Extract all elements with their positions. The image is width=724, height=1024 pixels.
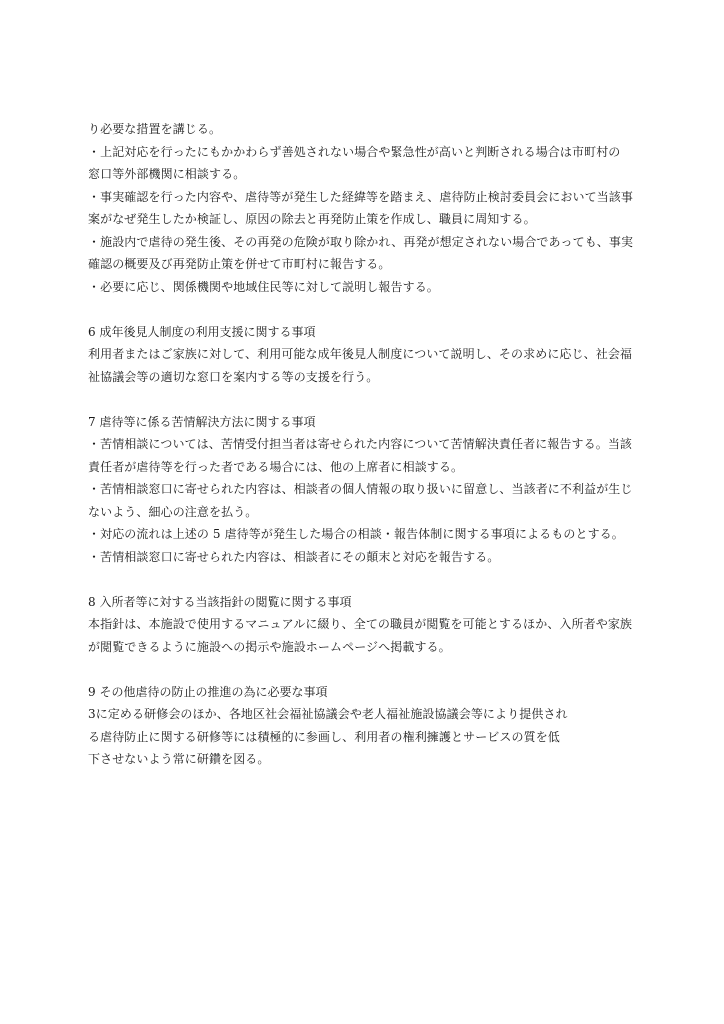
paragraph-line: ・必要に応じ、関係機関や地域住民等に対して説明し報告する。 bbox=[88, 279, 439, 294]
document-page bbox=[88, 118, 670, 771]
paragraph-line: ・上記対応を行ったにもかかわらず善処されない場合や緊急性が高いと判断される場合は市町村の bbox=[88, 144, 621, 159]
section-8-heading: 8 入所者等に対する当該指針の閲覧に関する事項 bbox=[88, 594, 352, 609]
section-7-heading: 7 虐待等に係る苦情解決方法に関する事項 bbox=[88, 414, 316, 429]
paragraph-line: 3に定める研修会のほか、各地区社会福祉協議会や老人福祉施設協議会等により提供され bbox=[88, 707, 568, 721]
paragraph-line: ・事実確認を行った内容や、虐待等が発生した経緯等を踏まえ、虐待防止検討委員会において当該事 bbox=[88, 189, 633, 204]
paragraph-line: ・対応の流れは上述の 5 虐待等が発生した場合の相談・報告体制に関する事項によるものとする。 bbox=[88, 527, 624, 541]
section-6-heading: 6 成年後見人制度の利用支援に関する事項 bbox=[88, 324, 316, 339]
paragraph-line: ・苦情相談窓口に寄せられた内容は、相談者の個人情報の取り扱いに留意し、当該者に不利益が生じ bbox=[88, 482, 633, 496]
section-7 bbox=[88, 411, 670, 569]
section-gap bbox=[88, 298, 670, 321]
paragraph-line: ・苦情相談窓口に寄せられた内容は、相談者にその顛末と対応を報告する。 bbox=[88, 549, 500, 564]
continuation-block bbox=[88, 118, 670, 298]
paragraph-line: 確認の概要及び再発防止策を併せて市町村に報告する。 bbox=[88, 257, 391, 271]
section-gap bbox=[88, 568, 670, 591]
section-gap bbox=[88, 388, 670, 411]
paragraph-line: ないよう、細心の注意を払う。 bbox=[88, 504, 258, 519]
section-6 bbox=[88, 321, 670, 389]
paragraph-line: る虐待防止に関する研修等には積極的に参画し、利用者の権利擁護とサービスの質を低 bbox=[88, 729, 560, 744]
paragraph-line: り必要な措置を講じる。 bbox=[88, 122, 222, 136]
paragraph-line: ・施設内で虐待の発生後、その再発の危険が取り除かれ、再発が想定されない場合であっても、事実 bbox=[88, 234, 634, 249]
paragraph-line: 下させないよう常に研鑽を図る。 bbox=[88, 752, 270, 766]
paragraph-line: が閲覧できるように施設への掲示や施設ホームページへ掲載する。 bbox=[88, 639, 451, 654]
paragraph-line: 本指針は、本施設で使用するマニュアルに綴り、全ての職員が閲覧を可能とするほか、入所者や家族 bbox=[88, 617, 633, 631]
section-9-heading: 9 その他虐待の防止の推進の為に必要な事項 bbox=[88, 684, 328, 699]
paragraph-line: 責任者が虐待等を行った者である場合には、他の上席者に相談する。 bbox=[88, 459, 464, 474]
paragraph-line: 利用者またはご家族に対して、利用可能な成年後見人制度について説明し、その求めに応じ、社会福 bbox=[88, 347, 633, 361]
section-gap bbox=[88, 658, 670, 681]
paragraph-line: 窓口等外部機関に相談する。 bbox=[88, 167, 246, 181]
section-9 bbox=[88, 681, 670, 771]
paragraph-line: 祉協議会等の適切な窓口を案内する等の支援を行う。 bbox=[88, 369, 379, 384]
section-8 bbox=[88, 591, 670, 659]
paragraph-line: ・苦情相談については、苦情受付担当者は寄せられた内容について苦情解決責任者に報告する。当該 bbox=[88, 437, 633, 451]
paragraph-line: 案がなぜ発生したか検証し、原因の除去と再発防止策を作成し、職員に周知する。 bbox=[88, 212, 536, 226]
